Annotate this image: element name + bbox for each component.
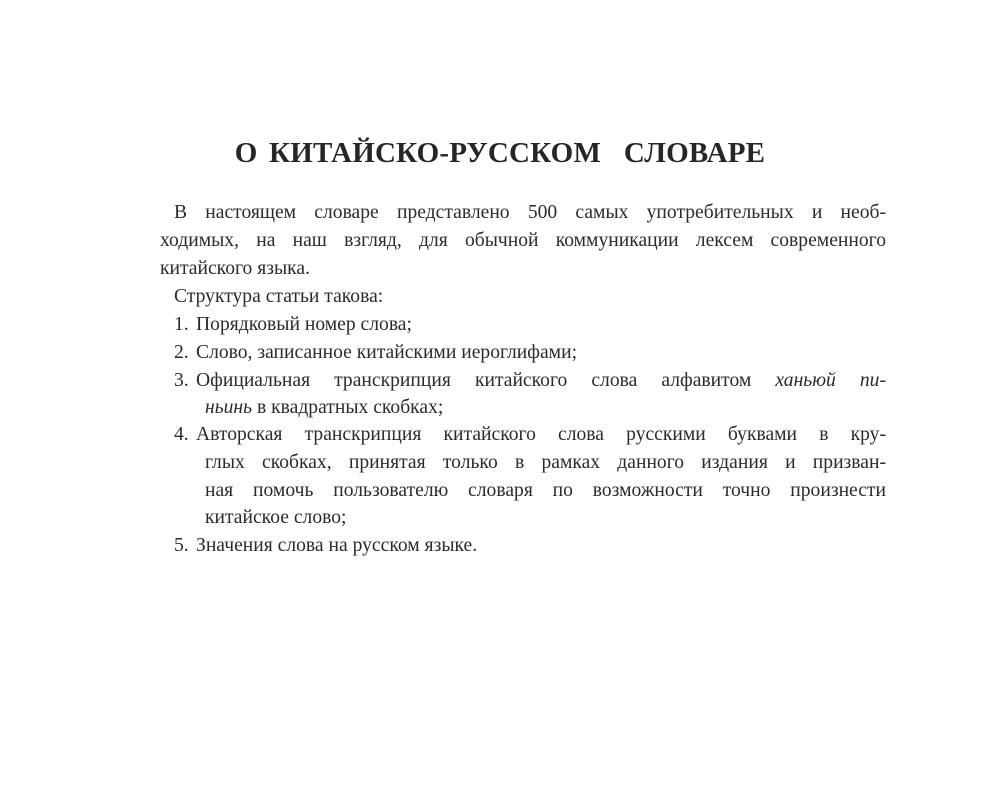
structure-heading: Структура статьи такова: [174,286,384,307]
list-item-number: 4. [174,424,189,445]
list-item-text: в квадратных скобках; [252,397,444,418]
italic-term: ньинь [205,397,253,418]
list-item-line-2 [205,398,443,418]
list-item-number: 3. [174,370,189,391]
list-item-line-2: глых скобках, принятая только в рамках данного издания и призван- [205,452,886,473]
list-item-number: 5. [174,535,189,556]
list-item-text: Порядковый номер слова; [196,314,412,335]
intro-line-2: ходимых, на наш взгляд, для обычной коммуникации лексем современного [160,230,886,251]
page-title: О КИТАЙСКО-РУССКОМ СЛОВАРЕ [234,137,766,169]
list-item-line-1: Авторская транскрипция китайского слова русскими буквами в кру- [196,424,886,445]
list-item-number: 1. [174,314,189,335]
intro-line-3: китайского языка. [160,258,310,279]
list-item-text: Официальная транскрипция китайского слова алфавитом [196,370,776,391]
list-item-line-3: ная помочь пользователю словаря по возможности точно произнести [205,480,886,501]
list-item-text: Слово, записанное китайскими иероглифами; [196,342,578,363]
list-item-number: 2. [174,342,189,363]
list-item-line-1 [196,371,886,391]
italic-term: ханьюй пи- [775,370,886,391]
list-item-line-4: китайское слово; [205,507,347,528]
intro-line-1: В настоящем словаре представлено 500 самых употребительных и необ- [174,202,886,223]
list-item-text: Значения слова на русском языке. [196,535,478,556]
